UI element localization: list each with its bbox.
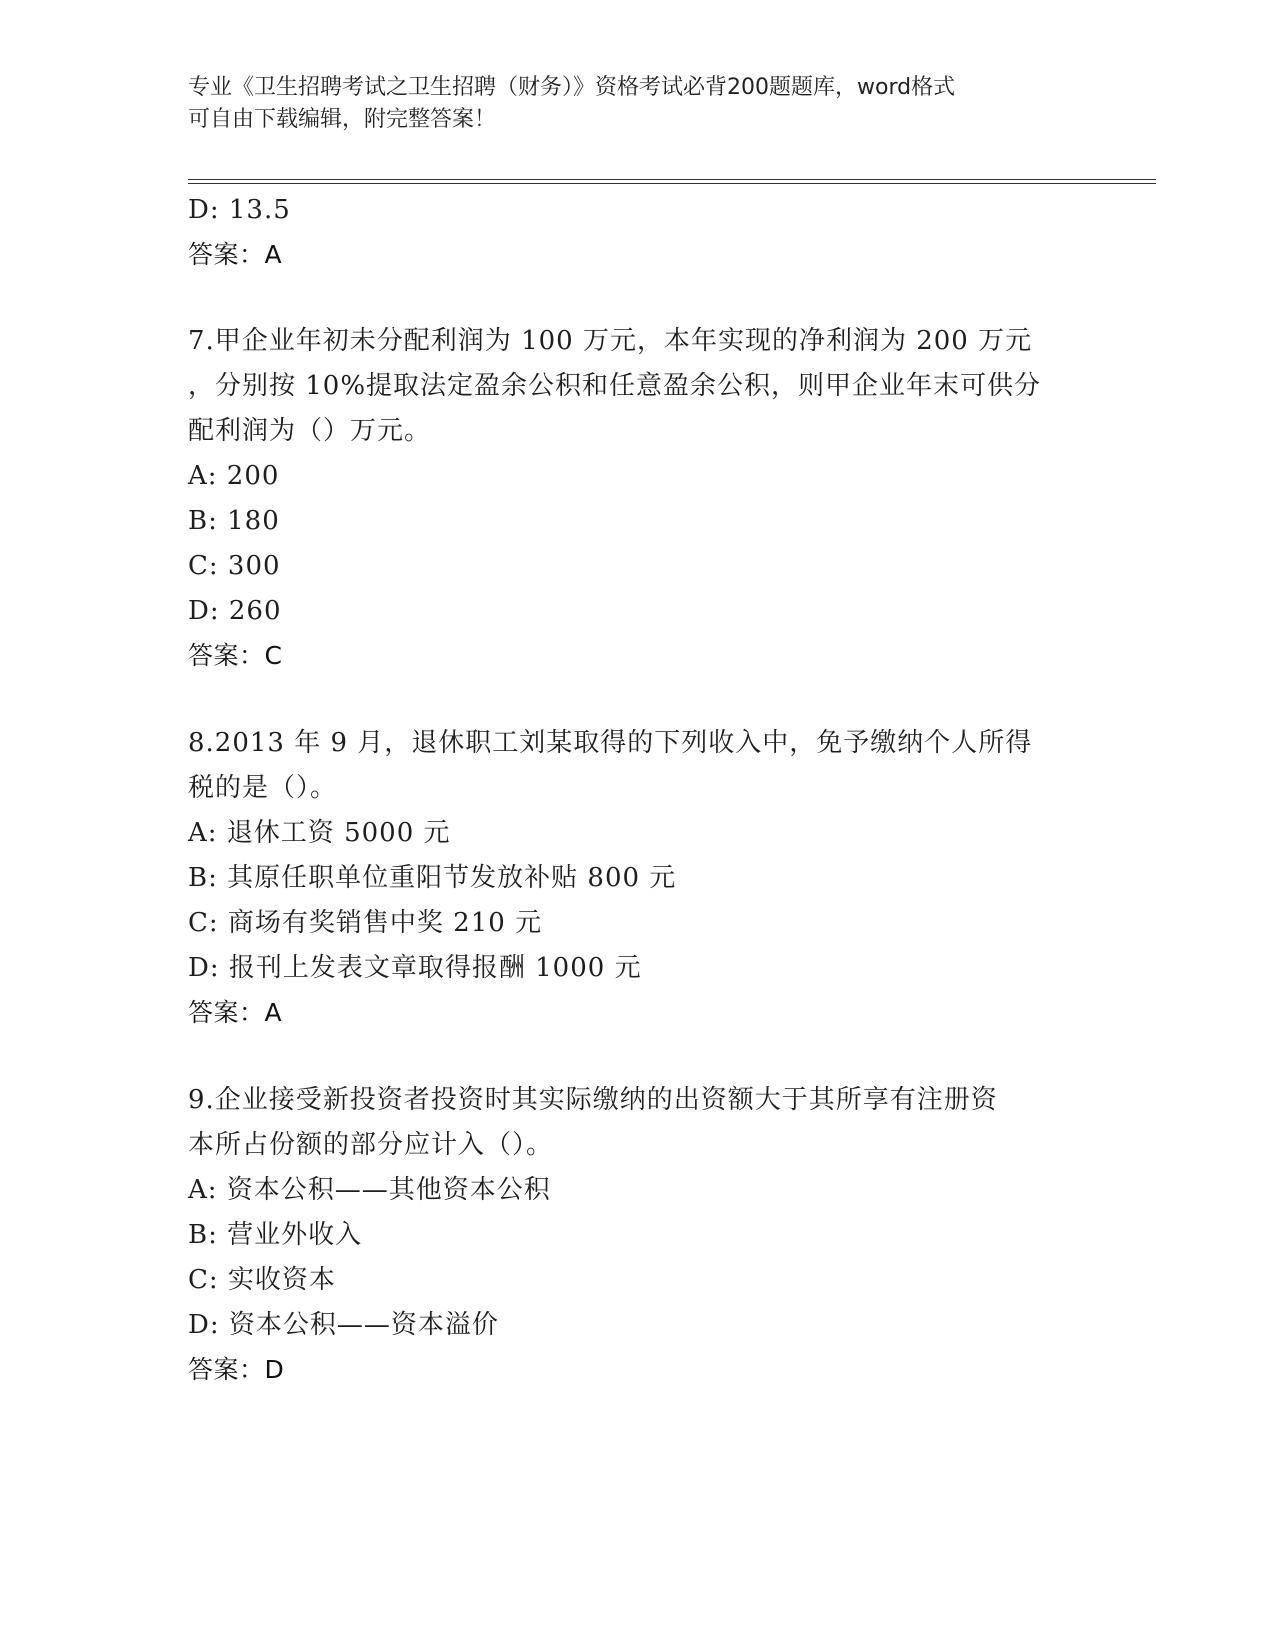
q7-stem-line-3: 配利润为（）万元。 [188, 416, 432, 446]
prev-option-d: D: 13.5 [188, 195, 291, 225]
q9-stem-line-1: 9.企业接受新投资者投资时其实际缴纳的出资额大于其所享有注册资 [188, 1085, 998, 1115]
q7-option-c: C: 300 [188, 551, 281, 581]
q8-option-a: A: 退休工资 5000 元 [188, 818, 451, 848]
header-line-2: 可自由下载编辑，附完整答案！ [188, 107, 497, 132]
q8-option-d: D: 报刊上发表文章取得报酬 1000 元 [188, 953, 642, 983]
q8-answer: 答案：A [188, 998, 283, 1027]
q8-option-b: B: 其原任职单位重阳节发放补贴 800 元 [188, 863, 677, 893]
q9-answer: 答案：D [188, 1355, 285, 1384]
q9-stem-line-2: 本所占份额的部分应计入（）。 [188, 1130, 554, 1160]
q9-option-a: A: 资本公积——其他资本公积 [188, 1175, 551, 1205]
q8-stem-line-2: 税的是（）。 [188, 773, 338, 803]
q9-option-d: D: 资本公积——资本溢价 [188, 1310, 499, 1340]
q7-answer: 答案：C [188, 641, 283, 670]
q7-stem-line-2: ，分别按 10%提取法定盈余公积和任意盈余公积，则甲企业年末可供分 [188, 371, 1042, 401]
prev-answer: 答案：A [188, 240, 283, 269]
document-header [188, 72, 1088, 136]
header-divider-bottom [188, 183, 1156, 184]
q7-option-d: D: 260 [188, 596, 282, 626]
q9-option-c: C: 实收资本 [188, 1265, 336, 1295]
header-divider-top [188, 179, 1156, 180]
q7-option-a: A: 200 [188, 461, 280, 491]
q7-option-b: B: 180 [188, 506, 280, 536]
q8-stem-line-1: 8.2013 年 9 月，退休职工刘某取得的下列收入中，免予缴纳个人所得 [188, 728, 1033, 758]
header-line-1: 专业《卫生招聘考试之卫生招聘（财务）》资格考试必背200题题库，word格式 [188, 75, 956, 100]
q7-stem-line-1: 7.甲企业年初未分配利润为 100 万元，本年实现的净利润为 200 万元 [188, 326, 1033, 356]
q9-option-b: B: 营业外收入 [188, 1220, 363, 1250]
q8-option-c: C: 商场有奖销售中奖 210 元 [188, 908, 543, 938]
